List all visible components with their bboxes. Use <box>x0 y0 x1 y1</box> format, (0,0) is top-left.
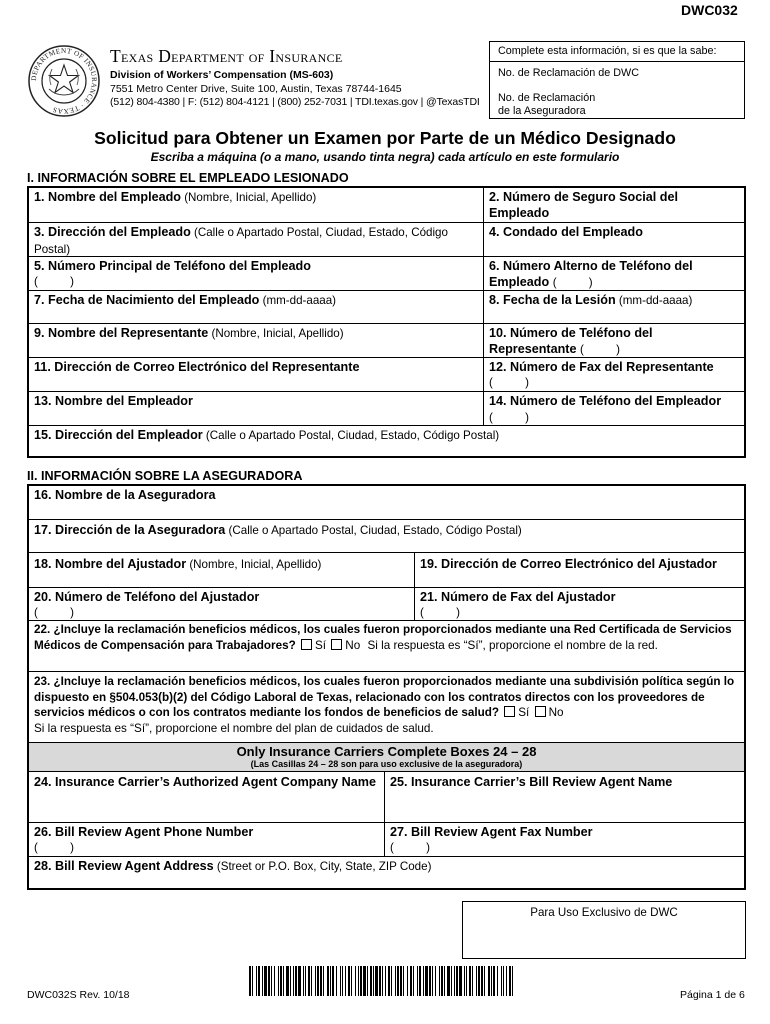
bill-review-agent-fax-field[interactable] <box>385 823 744 856</box>
barcode-bar <box>360 966 362 996</box>
area-code-paren: ( ) <box>580 343 620 356</box>
bill-review-agent-address-field[interactable] <box>29 857 744 888</box>
barcode-bar <box>345 966 346 996</box>
employee-county-label: 4. Condado del Empleado <box>489 225 643 239</box>
representative-fax-field[interactable] <box>484 358 744 391</box>
bill-review-agent-name-label: 25. Insurance Carrier’s Bill Review Agent Name <box>390 775 673 789</box>
barcode-bar <box>370 966 372 996</box>
barcode-bar <box>348 966 350 996</box>
barcode-bar <box>454 966 455 996</box>
employee-ssn-field[interactable] <box>484 188 744 222</box>
adjuster-email-label: 19. Dirección de Correo Electrónico del Ajustador <box>420 557 717 571</box>
barcode-bar <box>373 966 374 996</box>
barcode-bar <box>447 966 450 996</box>
barcode-bar <box>375 966 378 996</box>
barcode-bar <box>466 966 467 996</box>
barcode-bar <box>293 966 294 996</box>
employee-primary-phone-label: 5. Número Principal de Teléfono del Empleado <box>34 259 311 273</box>
barcode-bar <box>268 966 270 996</box>
barcode-bar <box>488 966 490 996</box>
barcode-bar <box>264 966 267 996</box>
form-subtitle: Escriba a máquina (o a mano, usando tinta negra) cada artículo en este formulario <box>150 150 620 164</box>
barcode-bar <box>286 966 289 996</box>
area-code-paren: ( ) <box>34 275 74 288</box>
employee-name-field[interactable] <box>29 188 483 222</box>
barcode-bar <box>351 966 352 996</box>
barcode-bar <box>388 966 390 996</box>
barcode-bar <box>506 966 507 996</box>
barcode-bar <box>423 966 424 996</box>
area-code-paren: ( ) <box>34 606 74 619</box>
network-no-label: No <box>345 638 361 652</box>
employee-alt-phone-label: 6. Número Alterno de Teléfono del Empleado <box>489 259 693 289</box>
dwc-use-only-box <box>462 901 746 959</box>
barcode-bar <box>315 966 316 996</box>
agency-name: Texas Department of Insurance <box>110 46 343 66</box>
political-subdivision-no-checkbox[interactable] <box>535 706 546 717</box>
barcode-bar <box>295 966 297 996</box>
section1-heading: I. INFORMACIÓN SOBRE EL EMPLEADO LESIONADO <box>27 171 349 185</box>
barcode-bar <box>342 966 343 996</box>
employee-ssn-label: 2. Número de Seguro Social del Empleado <box>489 190 678 220</box>
dwc-use-only-label: Para Uso Exclusivo de DWC <box>530 906 678 919</box>
bill-review-agent-phone-label: 26. Bill Review Agent Phone Number <box>34 825 254 839</box>
barcode-bar <box>327 966 329 996</box>
employee-dob-field[interactable] <box>29 291 483 323</box>
political-subdivision-question-text: 23. ¿Incluye la reclamación beneficios médicos, los cuales fueron proporcionados mediante una subdivisión política según lo dispuesto en §504.053(b)(2) del Código Laboral de Texas, relacionado con los contratos directos con los proveedores de servicios médicos o con los contratos mediante los fondos de beneficios de salud? <box>34 675 735 719</box>
barcode-bar <box>397 966 399 996</box>
barcode-bar <box>363 966 366 996</box>
section1-table <box>27 186 746 458</box>
barcode-bar <box>256 966 257 996</box>
employee-county-field[interactable] <box>484 223 744 256</box>
barcode-bar <box>258 966 260 996</box>
revision-label: DWC032S Rev. 10/18 <box>27 989 130 1001</box>
employer-address-field[interactable] <box>29 426 744 456</box>
barcode-bar <box>417 966 418 996</box>
authorized-agent-company-label: 24. Insurance Carrier’s Authorized Agent Company Name <box>34 775 376 789</box>
bill-review-agent-phone-field[interactable] <box>29 823 384 856</box>
barcode-bar <box>441 966 443 996</box>
barcode-bar <box>451 966 452 996</box>
barcode-bar <box>413 966 414 996</box>
barcode-bar <box>320 966 322 996</box>
network-yes-checkbox[interactable] <box>301 639 312 650</box>
area-code-paren: ( ) <box>489 376 529 389</box>
barcode-bar <box>509 966 511 996</box>
contact-line: (512) 804-4380 | F: (512) 804-4121 | (800) 252-7031 | TDI.texas.gov | @TexasTDI <box>110 96 480 108</box>
barcode-bar <box>303 966 304 996</box>
division-line: Division of Workers’ Compensation (MS-603) <box>110 69 334 81</box>
barcode-bar <box>271 966 272 996</box>
area-code-paren: ( ) <box>552 276 593 289</box>
representative-email-label: 11. Dirección de Correo Electrónico del Representante <box>34 360 360 374</box>
area-code-paren: ( ) <box>489 411 529 424</box>
barcode-bar <box>358 966 359 996</box>
carrier-claim-label-1: No. de Reclamación <box>498 92 596 104</box>
barcode-bar <box>403 966 404 996</box>
adjuster-fax-label: 21. Número de Fax del Ajustador <box>420 590 616 604</box>
dwc-claim-label: No. de Reclamación de DWC <box>498 67 640 79</box>
address-line: 7551 Metro Center Drive, Suite 100, Austin, Texas 78744-1645 <box>110 83 402 95</box>
barcode-bar <box>298 966 301 996</box>
area-code-paren: ( ) <box>390 841 430 854</box>
representative-phone-label: 10. Número de Teléfono del Representante <box>489 326 653 356</box>
employee-dob-label: 7. Fecha de Nacimiento del Empleado <box>34 293 260 307</box>
barcode-bar <box>501 966 502 996</box>
barcode-bar <box>425 966 428 996</box>
carrier-only-bar <box>29 743 744 771</box>
adjuster-email-field[interactable] <box>415 553 744 587</box>
barcode-bar <box>283 966 284 996</box>
barcode-bar <box>456 966 458 996</box>
employee-address-label: 3. Dirección del Empleado <box>34 225 191 239</box>
representative-name-field[interactable] <box>29 324 483 357</box>
carrier-claim-number-field[interactable] <box>490 88 744 119</box>
carrier-address-hint: (Calle o Apartado Postal, Ciudad, Estado, Código Postal) <box>225 524 522 537</box>
area-code-paren: ( ) <box>34 841 74 854</box>
form-barcode <box>247 966 517 996</box>
network-question-text: 22. ¿Incluye la reclamación beneficios médicos, los cuales fueron proporcionados mediante una Red Certificada de Servicios Médicos de Compensación para Trabajadores? <box>34 623 732 652</box>
barcode-bar <box>464 966 465 996</box>
barcode-bar <box>249 966 251 996</box>
employer-phone-label: 14. Número de Teléfono del Empleador <box>489 394 722 408</box>
adjuster-name-hint: (Nombre, Inicial, Apellido) <box>186 558 322 571</box>
barcode-bar <box>252 966 253 996</box>
employee-alt-phone-field[interactable] <box>484 257 744 290</box>
barcode-bar <box>432 966 433 996</box>
injury-date-hint: (mm-dd-aaaa) <box>615 294 693 307</box>
employee-name-hint: (Nombre, Inicial, Apellido) <box>180 191 317 204</box>
network-name-instruction: Si la respuesta es “Sí”, proporcione el nombre de la red. <box>367 638 658 652</box>
barcode-bar <box>323 966 324 996</box>
health-plan-instruction: Si la respuesta es “Sí”, proporcione el nombre del plan de cuidados de salud. <box>34 721 434 735</box>
barcode-bar <box>262 966 263 996</box>
barcode-bar <box>391 966 392 996</box>
barcode-bar <box>336 966 337 996</box>
barcode-bar <box>497 966 498 996</box>
barcode-bar <box>481 966 483 996</box>
barcode-bar <box>444 966 445 996</box>
representative-name-label: 9. Nombre del Representante <box>34 326 209 340</box>
authorized-agent-company-field[interactable] <box>29 772 384 822</box>
carrier-address-label: 17. Dirección de la Aseguradora <box>34 523 226 537</box>
barcode-bar <box>472 966 473 996</box>
employer-address-hint: (Calle o Apartado Postal, Ciudad, Estado, Código Postal) <box>202 429 500 442</box>
barcode-bar <box>493 966 495 996</box>
barcode-bar <box>385 966 386 996</box>
section2-heading: II. INFORMACIÓN SOBRE LA ASEGURADORA <box>27 469 303 483</box>
seal-ring-text: DEPARTMENT OF INSURANCE · TEXAS <box>29 46 99 116</box>
claim-box-intro: Complete esta información, si es que la sabe: <box>498 45 717 57</box>
claim-number-box <box>489 41 745 119</box>
political-subdivision-yes-label: Sí <box>518 706 530 719</box>
network-question-field <box>29 621 744 671</box>
barcode-bar <box>367 966 368 996</box>
representative-email-field[interactable] <box>29 358 483 391</box>
barcode-bar <box>435 966 436 996</box>
injury-date-label: 8. Fecha de la Lesión <box>489 293 616 307</box>
form-title: Solicitud para Obtener un Examen por Parte de un Médico Designado <box>94 128 676 148</box>
employee-primary-phone-field[interactable] <box>29 257 483 290</box>
barcode-bar <box>407 966 408 996</box>
barcode-bar <box>330 966 331 996</box>
employee-address-hint: (Calle o Apartado Postal, Ciudad, Estado, Código Postal) <box>34 226 448 256</box>
bill-review-agent-name-field[interactable] <box>385 772 744 822</box>
barcode-bar <box>355 966 356 996</box>
barcode-bar <box>491 966 492 996</box>
political-subdivision-no-label: No <box>548 706 564 719</box>
barcode-bar <box>469 966 471 996</box>
dwc-claim-number-field[interactable] <box>490 62 744 88</box>
bill-review-agent-fax-label: 27. Bill Review Agent Fax Number <box>390 825 593 839</box>
barcode-bar <box>512 966 513 996</box>
barcode-bar <box>290 966 291 996</box>
barcode-bar <box>382 966 383 996</box>
barcode-bar <box>317 966 319 996</box>
political-subdivision-yes-checkbox[interactable] <box>504 706 515 717</box>
carrier-name-label: 16. Nombre de la Aseguradora <box>34 488 216 502</box>
bill-review-agent-address-label: 28. Bill Review Agent Address <box>34 859 214 873</box>
barcode-bar <box>439 966 440 996</box>
network-no-checkbox[interactable] <box>331 639 342 650</box>
adjuster-fax-field[interactable] <box>415 588 744 620</box>
adjuster-phone-label: 20. Número de Teléfono del Ajustador <box>34 590 260 604</box>
tdi-seal-logo <box>27 44 101 118</box>
representative-name-hint: (Nombre, Inicial, Apellido) <box>208 327 344 340</box>
adjuster-phone-field[interactable] <box>29 588 414 620</box>
area-code-paren: ( ) <box>420 606 460 619</box>
carrier-only-heading: Only Insurance Carriers Complete Boxes 24 – 28 <box>236 744 537 759</box>
bill-review-agent-address-hint: (Street or P.O. Box, City, State, ZIP Code) <box>213 860 432 873</box>
barcode-bar <box>332 966 334 996</box>
carrier-name-field[interactable] <box>29 486 744 519</box>
section2-table <box>27 484 746 890</box>
barcode-bar <box>429 966 431 996</box>
barcode-bar <box>305 966 306 996</box>
barcode-bar <box>400 966 402 996</box>
carrier-claim-label-2: de la Aseguradora <box>498 105 586 117</box>
barcode-bar <box>274 966 275 996</box>
barcode-bar <box>340 966 341 996</box>
barcode-bar <box>410 966 412 996</box>
barcode-bar <box>395 966 396 996</box>
barcode-bar <box>459 966 462 996</box>
employee-dob-hint: (mm-dd-aaaa) <box>259 294 337 307</box>
representative-phone-field[interactable] <box>484 324 744 357</box>
political-subdivision-question-field <box>29 672 744 742</box>
network-yes-label: Sí <box>315 638 327 652</box>
barcode-bar <box>311 966 312 996</box>
injury-date-field[interactable] <box>484 291 744 323</box>
representative-fax-label: 12. Número de Fax del Representante <box>489 360 714 374</box>
form-id: DWC032 <box>681 2 738 18</box>
barcode-bar <box>278 966 279 996</box>
barcode-bar <box>478 966 480 996</box>
page-number: Página 1 de 6 <box>680 989 745 1001</box>
employer-address-label: 15. Dirección del Empleador <box>34 428 203 442</box>
carrier-only-subheading: (Las Casillas 24 – 28 son para uso exclusive de la aseguradora) <box>250 759 523 769</box>
adjuster-name-label: 18. Nombre del Ajustador <box>34 557 187 571</box>
employee-address-field[interactable] <box>29 223 483 256</box>
employer-name-label: 13. Nombre del Empleador <box>34 394 193 408</box>
barcode-bar <box>308 966 310 996</box>
employee-name-label: 1. Nombre del Empleado <box>34 190 181 204</box>
barcode-bar <box>280 966 282 996</box>
barcode-bar <box>476 966 477 996</box>
adjuster-name-field[interactable] <box>29 553 414 587</box>
carrier-address-field[interactable] <box>29 520 744 552</box>
barcode-bar <box>379 966 381 996</box>
employer-name-field[interactable] <box>29 392 483 425</box>
barcode-bar <box>484 966 485 996</box>
barcode-bar <box>503 966 504 996</box>
employer-phone-field[interactable] <box>484 392 744 425</box>
barcode-bar <box>419 966 421 996</box>
